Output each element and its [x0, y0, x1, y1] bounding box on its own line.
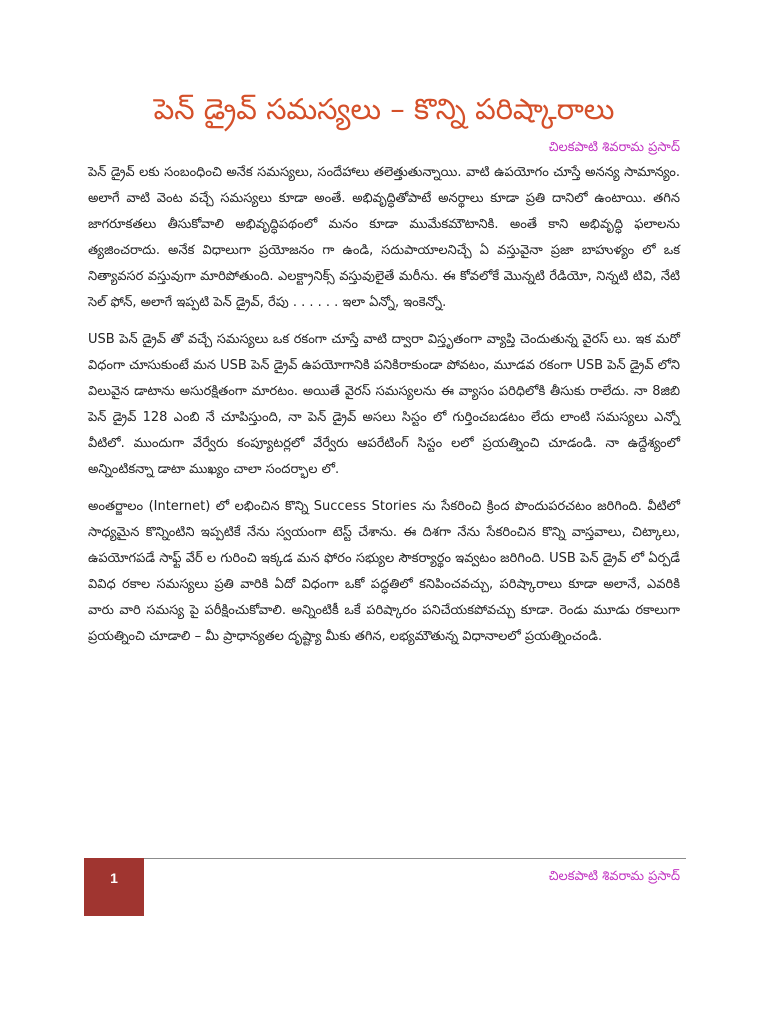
paragraph-2: USB పెన్ డ్రైవ్ తో వచ్చే సమస్యలు ఒక రకంగా చూస్తే వాటి ద్వారా విస్తృతంగా వ్యాప్తి చెందుతున్న వైరస్ లు. ఇక మరో విధంగా చూసుకుంటే మన USB పెన్ డ్రైవ్ ఉపయోగానికి పనికిరాకుండా పోవటం, మూడవ రకంగా USB పెన్ డ్రైవ్ లోని విలువైన డాటాను అసురక్షితంగా మారటం. అయితే వైరస్ సమస్యలను ఈ వ్యాసం పరిధిలోకి తీసుకు రాలేదు. నా 8జిబి పెన్ డ్రైవ్ 128 ఎంబి నే చూపిస్తుంది, నా పెన్ డ్రైవ్ అసలు సిస్టం లో గుర్తించబడటం లేదు లాంటి సమస్యలు ఎన్నో వీటిలో. ముందుగా వేర్వేరు కంప్యూటర్లలో వేర్వేరు ఆపరేటింగ్ సిస్టం లలో ప్రయత్నించి చూడండి. నా ఉద్దేశ్యంలో అన్నింటికన్నా డాటా ముఖ్యం చాలా సందర్భాల లో. [88, 332, 680, 477]
document-body [88, 160, 680, 661]
footer-author: చిలకపాటి శివరామ ప్రసాద్ [548, 869, 680, 884]
page-number-box [84, 858, 144, 916]
footer-divider [84, 858, 686, 859]
document-title: పెన్ డ్రైవ్ సమస్యలు – కొన్ని పరిష్కారాలు [153, 92, 615, 126]
page-number: 1 [110, 870, 118, 886]
paragraph-1: పెన్ డ్రైవ్ లకు సంబంధించి అనేక సమస్యలు, సందేహాలు తలెత్తుతున్నాయి. వాటి ఉపయోగం చూస్తే అనన్య సామాన్యం. అలాగే వాటి వెంట వచ్చే సమస్యలు కూడా అంతే. అభివృద్ధితోపాటే అనర్థాలు కూడా ప్రతి దానిలో ఉంటాయి. తగిన జాగరూకతలు తీసుకోవాలి అభివృద్ధిపథంలో మనం కూడా ముమేకమౌటానికి. అంతే కాని అభివృద్ధి ఫలాలను త్యజించరాదు. అనేక విధాలుగా ప్రయోజనం గా ఉండి, సదుపాయాలనిచ్చే ఏ వస్తువైనా ప్రజా బాహుళ్యం లో ఒక నిత్యావసర వస్తువుగా మారిపోతుంది. ఎలక్ట్రానిక్స్ వస్తువులైతే మరీను. ఈ కోవలోకే మొన్నటి రేడియో, నిన్నటి టివి, నేటి సెల్ ఫోన్, అలాగే ఇప్పటి పెన్ డ్రైవ్, రేపు . . . . . . ఇలా ఏన్నో, ఇంకెన్నో. [88, 165, 680, 310]
document-author: చిలకపాటి శివరామ ప్రసాద్ [548, 140, 680, 155]
paragraph-3: అంతర్జాలం (Internet) లో లభించిన కొన్ని Success Stories ను సేకరించి క్రింద పొందుపరచటం జరిగింది. వీటిలో సాధ్యమైన కొన్నింటిని ఇప్పటికే నేను స్వయంగా టెస్ట్ చేశాను. ఈ దిశగా నేను సేకరించిన కొన్ని వాస్తవాలు, చిట్కాలు, ఉపయోగపడే సాఫ్ట్ వేర్ ల గురించి ఇక్కడ మన ఫోరం సభ్యుల సౌకర్యార్థం ఇవ్వటం జరిగింది. USB పెన్ డ్రైవ్ లో ఏర్పడే వివిధ రకాల సమస్యలు ప్రతి వారికి ఏదో విధంగా ఒకో పద్ధతిలో కనిపించవచ్చు, పరిష్కారాలు కూడా అలానే, ఎవరికి వారు వారి సమస్య పై పరీక్షించుకోవాలి. అన్నింటికీ ఒకే పరిష్కారం పనిచేయకపోవచ్చు కూడా. రెండు మూడు రకాలుగా ప్రయత్నించి చూడాలి – మీ ప్రాధాన్యతల దృష్ట్యా మీకు తగిన, లభ్యమౌతున్న విధానాలలో ప్రయత్నించండి. [88, 499, 680, 644]
